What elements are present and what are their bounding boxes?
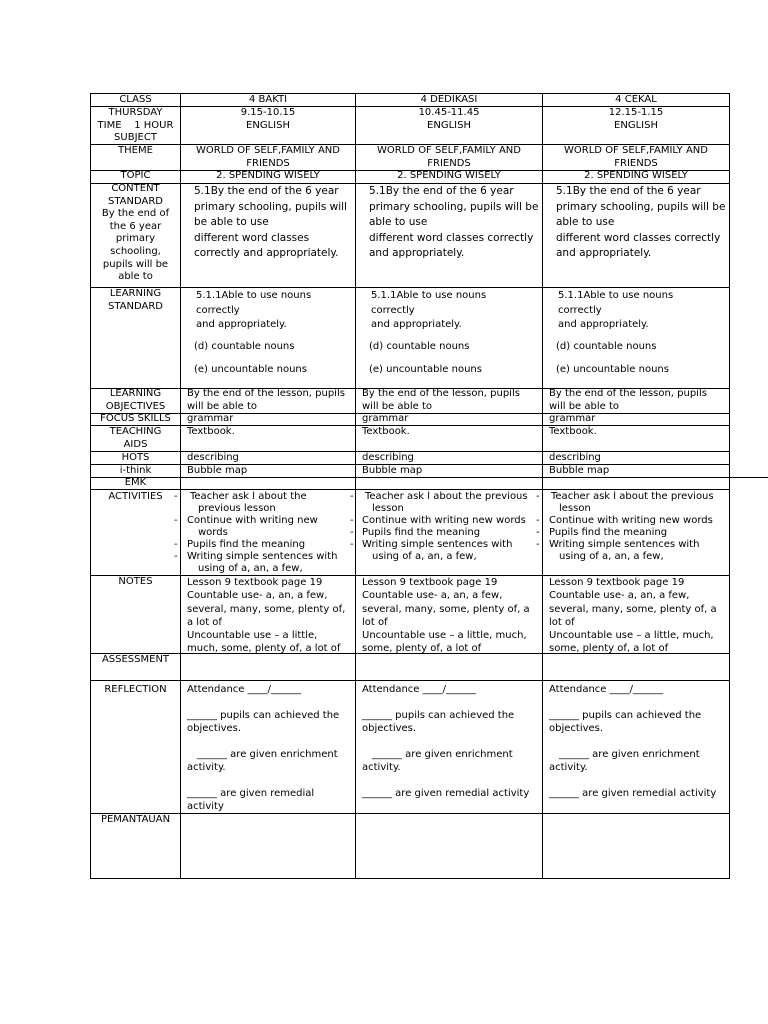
col1-enr-0: ______ are given enrichment bbox=[197, 749, 338, 760]
label-topic: TOPIC bbox=[120, 170, 151, 181]
col2-time-subject bbox=[356, 107, 542, 132]
col3-notes-2: several, many, some, plenty of, a bbox=[549, 603, 717, 615]
col2-act2-line0: Continue with writing new words bbox=[362, 515, 526, 526]
col1-enr-1: activity. bbox=[187, 761, 226, 773]
col1-reflection-enrichment bbox=[187, 749, 338, 774]
col3-act3-dash: - bbox=[536, 527, 540, 538]
label-lo-1: OBJECTIVES bbox=[105, 400, 166, 412]
col3-cs-0: 5.1By the end of the 6 year bbox=[556, 185, 701, 197]
label-cs-6: pupils will be bbox=[102, 258, 169, 270]
col1-ls-1: correctly bbox=[196, 304, 240, 316]
label-notes: NOTES bbox=[118, 576, 153, 587]
label-content-standard bbox=[91, 183, 180, 284]
col3-act2-line0: Continue with writing new words bbox=[549, 515, 713, 526]
col1-ach-0: ______ pupils can achieved the bbox=[187, 710, 340, 721]
col2-activity-4 bbox=[350, 539, 512, 563]
col2-notes-0: Lesson 9 textbook page 19 bbox=[362, 577, 498, 588]
label-subject: SUBJECT bbox=[114, 132, 157, 144]
col2-teaching-aids: Textbook. bbox=[362, 426, 410, 437]
col3-cs-1: primary schooling, pupils will be bbox=[556, 200, 726, 213]
col1-subject: ENGLISH bbox=[246, 119, 290, 131]
col3-act1-line1: lesson bbox=[559, 503, 591, 514]
col1-theme-0: WORLD OF SELF,FAMILY AND bbox=[196, 145, 340, 156]
col3-enr-0: ______ are given enrichment bbox=[559, 749, 700, 760]
col2-rem-0: ______ are given remedial activity bbox=[362, 788, 530, 799]
col3-objectives bbox=[549, 388, 707, 413]
col3-learning-standard bbox=[558, 289, 673, 333]
col3-ach-0: ______ pupils can achieved the bbox=[549, 710, 702, 721]
col2-ls-0: 5.1.1Able to use nouns bbox=[371, 290, 487, 301]
col1-cs-4: correctly and appropriately. bbox=[194, 247, 339, 259]
col1-objectives bbox=[187, 388, 345, 413]
col3-notes-4: Uncountable use – a little, much, bbox=[549, 630, 714, 642]
col1-ithink: Bubble map bbox=[187, 465, 248, 476]
label-emk: EMK bbox=[124, 477, 147, 488]
col1-notes-0: Lesson 9 textbook page 19 bbox=[187, 577, 323, 588]
label-theme: THEME bbox=[118, 145, 153, 156]
label-ls-1: STANDARD bbox=[107, 300, 163, 312]
rule-emk bbox=[90, 489, 730, 490]
col2-notes bbox=[362, 576, 530, 656]
col1-act2-line0: Continue with writing new bbox=[187, 515, 318, 526]
col2-act4-line1: using of a, an, a few, bbox=[372, 551, 477, 562]
col3-time: 12.15-1.15 bbox=[608, 107, 664, 118]
col1-act2-dash: - bbox=[174, 515, 178, 526]
col2-reflection-achieved bbox=[362, 710, 514, 735]
col3-act1-dash: - bbox=[536, 491, 540, 502]
col2-act1-dash: - bbox=[350, 491, 354, 502]
col2-class: 4 DEDIKASI bbox=[420, 94, 478, 105]
col2-learning-standard bbox=[371, 289, 486, 333]
col3-ls-item-d: (d) countable nouns bbox=[556, 341, 657, 352]
col3-activity-2 bbox=[536, 515, 713, 527]
col2-ls-1: correctly bbox=[371, 304, 415, 316]
col2-cs-0: 5.1By the end of the 6 year bbox=[369, 185, 514, 197]
col3-rem-0: ______ are given remedial activity bbox=[549, 788, 717, 799]
col3-focus-skills: grammar bbox=[549, 413, 596, 424]
col3-ls-item-e: (e) uncountable nouns bbox=[556, 364, 669, 375]
rule-col2 bbox=[355, 93, 356, 879]
label-assessment: ASSESSMENT bbox=[101, 654, 170, 665]
col3-ach-1: objectives. bbox=[549, 722, 604, 734]
col1-notes-3: a lot of bbox=[187, 616, 222, 628]
col3-act2-dash: - bbox=[536, 515, 540, 526]
col1-activity-4 bbox=[174, 551, 337, 575]
col2-reflection-enrichment bbox=[362, 749, 513, 774]
col1-cs-3: different word classes bbox=[194, 231, 310, 244]
col2-act1-line1: lesson bbox=[372, 503, 404, 514]
col3-notes-0: Lesson 9 textbook page 19 bbox=[549, 577, 685, 588]
col1-ls-item-e: (e) uncountable nouns bbox=[194, 364, 307, 375]
col1-time-subject bbox=[181, 107, 355, 132]
label-ta-1: AIDS bbox=[123, 438, 148, 450]
col1-learning-standard bbox=[196, 289, 311, 333]
col3-lo-1: will be able to bbox=[549, 400, 619, 412]
col1-ls-0: 5.1.1Able to use nouns bbox=[196, 290, 312, 301]
label-ithink: i-think bbox=[119, 465, 152, 476]
col3-act3-line0: Pupils find the meaning bbox=[549, 527, 668, 538]
col3-ls-1: correctly bbox=[558, 304, 602, 316]
col3-class: 4 CEKAL bbox=[615, 94, 657, 105]
col3-notes-5: some, plenty of, a lot of bbox=[549, 643, 669, 655]
col1-focus-skills: grammar bbox=[187, 413, 234, 424]
col3-theme-0: WORLD OF SELF,FAMILY AND bbox=[564, 145, 708, 156]
col1-ls-item-d: (d) countable nouns bbox=[194, 341, 295, 352]
col1-ls-2: and appropriately. bbox=[196, 319, 287, 330]
col3-cs-3: different word classes correctly bbox=[556, 231, 721, 244]
col2-activity-1 bbox=[350, 491, 528, 515]
col1-act4-line0: Writing simple sentences with bbox=[187, 551, 338, 562]
label-time bbox=[91, 107, 180, 145]
col3-notes-3: lot of bbox=[549, 616, 575, 628]
label-cs-0: CONTENT bbox=[111, 183, 160, 194]
col1-notes-1: Countable use- a, an, a few, bbox=[187, 590, 328, 602]
label-pemantauan: PEMANTAUAN bbox=[100, 814, 171, 825]
label-time-line1: THURSDAY bbox=[108, 107, 163, 118]
col3-notes-1: Countable use- a, an, a few, bbox=[549, 590, 690, 602]
label-learning-objectives bbox=[91, 388, 180, 413]
col1-cs-2: be able to use bbox=[194, 216, 269, 228]
col1-theme-1: FRIENDS bbox=[246, 157, 290, 169]
col2-act4-dash: - bbox=[350, 539, 354, 550]
col1-activity-2 bbox=[174, 515, 318, 539]
rule-focus bbox=[90, 425, 730, 426]
col1-act4-dash: - bbox=[174, 551, 178, 562]
label-teaching-aids bbox=[91, 426, 180, 451]
label-cs-1: STANDARD bbox=[107, 195, 163, 207]
col2-activity-3 bbox=[350, 527, 480, 539]
col1-hots: describing bbox=[187, 452, 239, 463]
col3-ls-2: and appropriately. bbox=[558, 319, 649, 330]
col1-activity-1 bbox=[174, 491, 307, 515]
col1-act1-dash: - bbox=[174, 491, 178, 502]
label-class: CLASS bbox=[119, 94, 152, 105]
col1-act1-line1: previous lesson bbox=[198, 503, 276, 514]
col1-cs-1: primary schooling, pupils will bbox=[194, 200, 347, 213]
col1-notes bbox=[187, 576, 345, 656]
col1-act1-line0: Teacher ask l about the bbox=[190, 491, 307, 502]
col3-notes bbox=[549, 576, 717, 656]
col2-ithink: Bubble map bbox=[362, 465, 423, 476]
col3-enr-1: activity. bbox=[549, 761, 588, 773]
col2-theme-0: WORLD OF SELF,FAMILY AND bbox=[377, 145, 521, 156]
col3-content-standard bbox=[556, 184, 725, 262]
label-reflection: REFLECTION bbox=[104, 684, 167, 695]
rule-col3 bbox=[542, 93, 543, 879]
rule-reflection bbox=[90, 813, 730, 814]
col2-act2-dash: - bbox=[350, 515, 354, 526]
col2-notes-4: Uncountable use – a little, much, bbox=[362, 630, 527, 642]
col2-act3-dash: - bbox=[350, 527, 354, 538]
col1-notes-2: several, many, some, plenty of, bbox=[187, 603, 346, 615]
col2-ls-item-d: (d) countable nouns bbox=[369, 341, 470, 352]
col1-time: 9.15-10.15 bbox=[240, 107, 296, 118]
col3-subject: ENGLISH bbox=[614, 119, 658, 131]
col1-act2-line1: words bbox=[198, 527, 228, 538]
rule-right bbox=[729, 93, 730, 879]
label-activities: ACTIVITIES bbox=[108, 491, 163, 502]
col1-act4-line1: using of a, an, a few, bbox=[198, 563, 303, 574]
col2-notes-3: lot of bbox=[362, 616, 388, 628]
label-hots: HOTS bbox=[121, 452, 150, 463]
col2-notes-5: some, plenty of, a lot of bbox=[362, 643, 482, 655]
col1-topic: 2. SPENDING WISELY bbox=[216, 170, 320, 181]
rule-bottom bbox=[90, 878, 730, 879]
col1-reflection-remedial bbox=[187, 788, 314, 813]
col1-content-standard bbox=[194, 184, 347, 262]
col2-subject: ENGLISH bbox=[427, 119, 471, 131]
col2-hots: describing bbox=[362, 452, 414, 463]
col2-act3-line0: Pupils find the meaning bbox=[362, 527, 481, 538]
col3-reflection-enrichment bbox=[549, 749, 700, 774]
col1-lo-1: will be able to bbox=[187, 400, 257, 412]
col1-rem-0: ______ are given remedial bbox=[187, 788, 315, 799]
col2-lo-0: By the end of the lesson, pupils bbox=[362, 388, 520, 399]
col2-notes-2: several, many, some, plenty of, a bbox=[362, 603, 530, 615]
col3-reflection-remedial bbox=[549, 788, 716, 801]
label-focus-skills: FOCUS SKILLS bbox=[100, 413, 171, 424]
label-lo-0: LEARNING bbox=[109, 388, 162, 399]
col3-act4-line0: Writing simple sentences with bbox=[549, 539, 700, 550]
label-time-line2: TIME 1 HOUR bbox=[97, 119, 174, 131]
col1-ach-1: objectives. bbox=[187, 722, 242, 734]
col1-act3-line0: Pupils find the meaning bbox=[187, 539, 306, 550]
col2-ls-item-e: (e) uncountable nouns bbox=[369, 364, 482, 375]
col2-ach-0: ______ pupils can achieved the bbox=[362, 710, 515, 721]
col3-activity-4 bbox=[536, 539, 699, 563]
col2-topic: 2. SPENDING WISELY bbox=[397, 170, 501, 181]
col1-act3-dash: - bbox=[174, 539, 178, 550]
col1-notes-4: Uncountable use – a little, bbox=[187, 630, 318, 642]
rule-content bbox=[90, 287, 730, 288]
col2-ls-2: and appropriately. bbox=[371, 319, 462, 330]
col2-objectives bbox=[362, 388, 520, 413]
col1-class: 4 BAKTI bbox=[248, 94, 288, 105]
col2-theme-1: FRIENDS bbox=[427, 157, 471, 169]
col3-time-subject bbox=[543, 107, 729, 132]
col2-content-standard bbox=[369, 184, 538, 262]
col2-time: 10.45-11.45 bbox=[418, 107, 480, 118]
col1-teaching-aids: Textbook. bbox=[187, 426, 235, 437]
col3-teaching-aids: Textbook. bbox=[549, 426, 597, 437]
label-ls-0: LEARNING bbox=[109, 288, 162, 299]
label-cs-7: able to bbox=[118, 271, 153, 283]
col1-activity-3 bbox=[174, 539, 305, 551]
col2-notes-1: Countable use- a, an, a few, bbox=[362, 590, 503, 602]
col2-cs-4: and appropriately. bbox=[369, 247, 465, 259]
label-cs-5: schooling, bbox=[110, 245, 161, 257]
col3-activity-1 bbox=[536, 491, 714, 515]
col2-cs-2: able to use bbox=[369, 216, 428, 228]
rule-col1 bbox=[180, 93, 181, 879]
col2-cs-1: primary schooling, pupils will be bbox=[369, 200, 539, 213]
col3-reflection-attendance: Attendance ____/______ bbox=[549, 684, 664, 695]
col1-reflection-attendance: Attendance ____/______ bbox=[187, 684, 302, 695]
col1-rem-1: activity bbox=[187, 800, 224, 812]
label-cs-3: the 6 year bbox=[109, 220, 162, 232]
col2-reflection-remedial bbox=[362, 788, 529, 801]
col3-cs-4: and appropriately. bbox=[556, 247, 652, 259]
label-ta-0: TEACHING bbox=[109, 426, 162, 437]
col2-lo-1: will be able to bbox=[362, 400, 432, 412]
col3-act4-line1: using of a, an, a few, bbox=[559, 551, 664, 562]
rule-assessment bbox=[90, 680, 730, 681]
col3-topic: 2. SPENDING WISELY bbox=[584, 170, 688, 181]
col3-theme bbox=[543, 145, 729, 170]
col1-lo-0: By the end of the lesson, pupils bbox=[187, 388, 345, 399]
col2-focus-skills: grammar bbox=[362, 413, 409, 424]
col2-activity-2 bbox=[350, 515, 526, 527]
col3-ithink: Bubble map bbox=[549, 465, 610, 476]
col3-cs-2: able to use bbox=[556, 216, 615, 228]
col2-enr-1: activity. bbox=[362, 761, 401, 773]
col3-ls-0: 5.1.1Able to use nouns bbox=[558, 290, 674, 301]
col2-act1-line0: Teacher ask l about the previous bbox=[365, 491, 528, 502]
col2-enr-0: ______ are given enrichment bbox=[372, 749, 513, 760]
col3-reflection-achieved bbox=[549, 710, 701, 735]
label-learning-standard bbox=[91, 288, 180, 313]
col3-lo-0: By the end of the lesson, pupils bbox=[549, 388, 707, 399]
label-cs-2: By the end of bbox=[101, 208, 170, 220]
col3-act4-dash: - bbox=[536, 539, 540, 550]
col2-theme bbox=[356, 145, 542, 170]
col3-hots: describing bbox=[549, 452, 601, 463]
col1-notes-5: much, some, plenty of, a lot of bbox=[187, 643, 341, 655]
col2-cs-3: different word classes correctly bbox=[369, 231, 534, 244]
col1-reflection-achieved bbox=[187, 710, 339, 735]
col3-theme-1: FRIENDS bbox=[614, 157, 658, 169]
col2-act4-line0: Writing simple sentences with bbox=[362, 539, 513, 550]
col1-cs-0: 5.1By the end of the 6 year bbox=[194, 185, 339, 197]
col2-reflection-attendance: Attendance ____/______ bbox=[362, 684, 477, 695]
label-cs-4: primary bbox=[115, 233, 156, 245]
col1-theme bbox=[181, 145, 355, 170]
col3-act1-line0: Teacher ask l about the previous bbox=[551, 491, 714, 502]
col2-ach-1: objectives. bbox=[362, 722, 417, 734]
col3-activity-3 bbox=[536, 527, 667, 539]
